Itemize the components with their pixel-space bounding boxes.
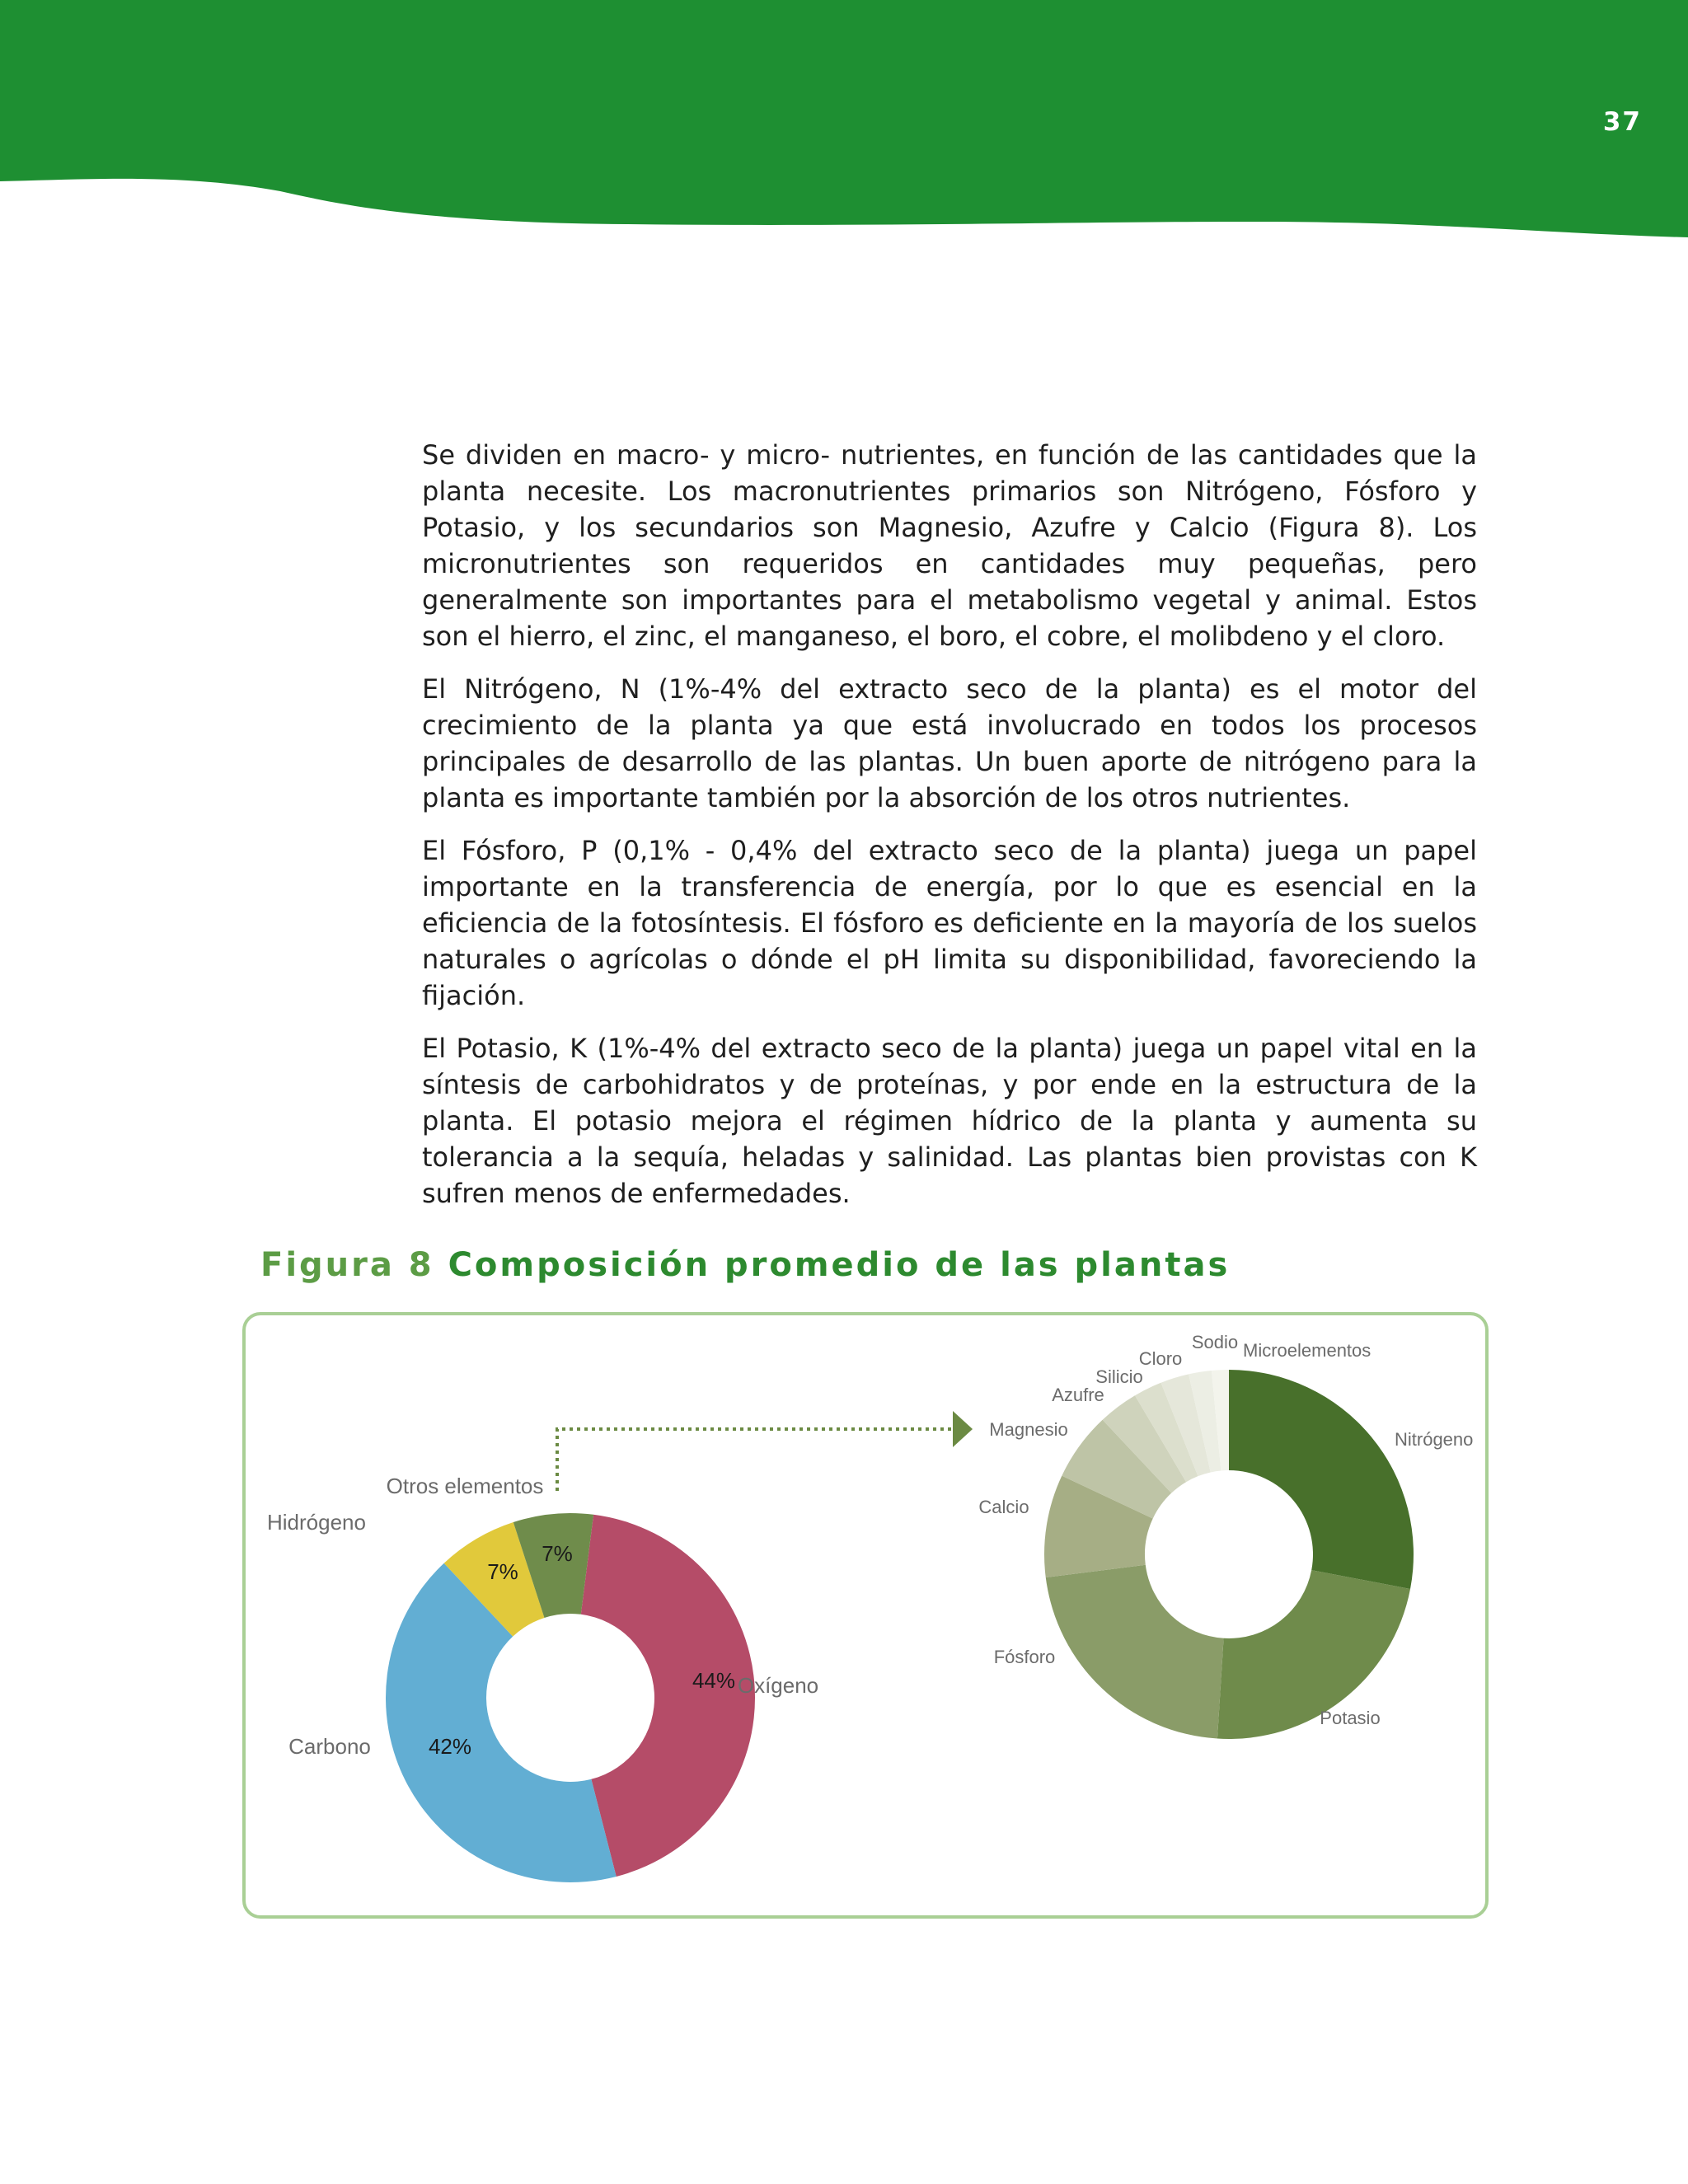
chart-other-elements [978,1332,1473,1739]
connector-arrow [557,1411,973,1491]
body-text [422,437,1477,1228]
label-magnesio: Magnesio [989,1419,1068,1440]
figure-caption [260,1246,1230,1284]
label-otros-elementos: Otros elementos [386,1474,544,1498]
chart-plant-composition [267,1474,818,1882]
label-carbono: Carbono [288,1734,371,1759]
label-cloro: Cloro [1138,1348,1183,1369]
slice-oxigeno [581,1515,755,1877]
connector-dotted-line [557,1429,953,1491]
label-azufre: Azufre [1052,1385,1104,1405]
figure-title: Composición promedio de las plantas [448,1246,1231,1284]
label-calcio: Calcio [978,1497,1029,1517]
connector-arrowhead [953,1411,973,1447]
figure-frame [242,1312,1489,1919]
label-fosforo: Fósforo [993,1647,1056,1667]
label-sodio: Sodio [1191,1332,1239,1352]
value-carbono: 42% [428,1734,472,1759]
header-wave [0,0,1688,237]
label-potasio: Potasio [1320,1708,1381,1728]
label-oxigeno: Oxígeno [737,1673,819,1698]
slice-potasio [1217,1570,1410,1739]
paragraph-nitrogen: El Nitrógeno, N (1%-4% del extracto seco de la planta) es el motor del crecimiento de la planta ya que está involucrado en todos los procesos principales de desarrollo de las plantas. Un buen aporte de nitrógeno para la planta es importante también por la absorción de los otros nutrientes. [422,673,1477,813]
slice-nitrogeno [1229,1370,1414,1589]
figure-number: Figura 8 [260,1246,434,1284]
figure-charts [246,1315,1492,1922]
label-microelementos: Microelementos [1243,1340,1372,1361]
label-hidrogeno: Hidrógeno [267,1510,366,1535]
page-number: 37 [1602,107,1642,137]
paragraph-potassium: El Potasio, K (1%-4% del extracto seco de la planta) juega un papel vital en la síntesis de carbohidratos y de proteínas, y por ende en la estructura de la planta. El potasio mejora el régimen hídrico de la planta y aumenta su tolerancia a la sequía, heladas y salinidad. Las plantas bien provistas con K sufren menos de enfermedades. [422,1033,1477,1209]
header-band [0,0,1688,247]
value-hidrogeno: 7% [487,1559,518,1584]
paragraph-phosphorus: El Fósforo, P (0,1% - 0,4% del extracto seco de la planta) juega un papel importante en la transferencia de energía, por lo que es esencial en la eficiencia de la fotosíntesis. El fósforo es deficiente en la mayoría de los suelos naturales o agrícolas o dónde el pH limita su disponibilidad, favoreciendo la fijación. [422,835,1477,1011]
value-oxigeno: 44% [692,1668,736,1693]
paragraph-intro: Se dividen en macro- y micro- nutrientes, en función de las cantidades que la planta necesite. Los macronutrientes primarios son Nitrógeno, Fósforo y Potasio, y los secundarios son Magnesio, Azufre y Calcio (Figura 8). Los micronutrientes son requeridos en cantidades muy pequeñas, pero generalmente son importantes para el metabolismo vegetal y animal. Estos son el hierro, el zinc, el manganeso, el boro, el cobre, el molibdeno y el cloro. [422,439,1477,652]
value-otros-elementos: 7% [542,1541,573,1566]
label-silicio: Silicio [1095,1366,1143,1387]
slice-fosforo [1046,1565,1224,1739]
label-nitrogeno: Nitrógeno [1395,1429,1474,1450]
